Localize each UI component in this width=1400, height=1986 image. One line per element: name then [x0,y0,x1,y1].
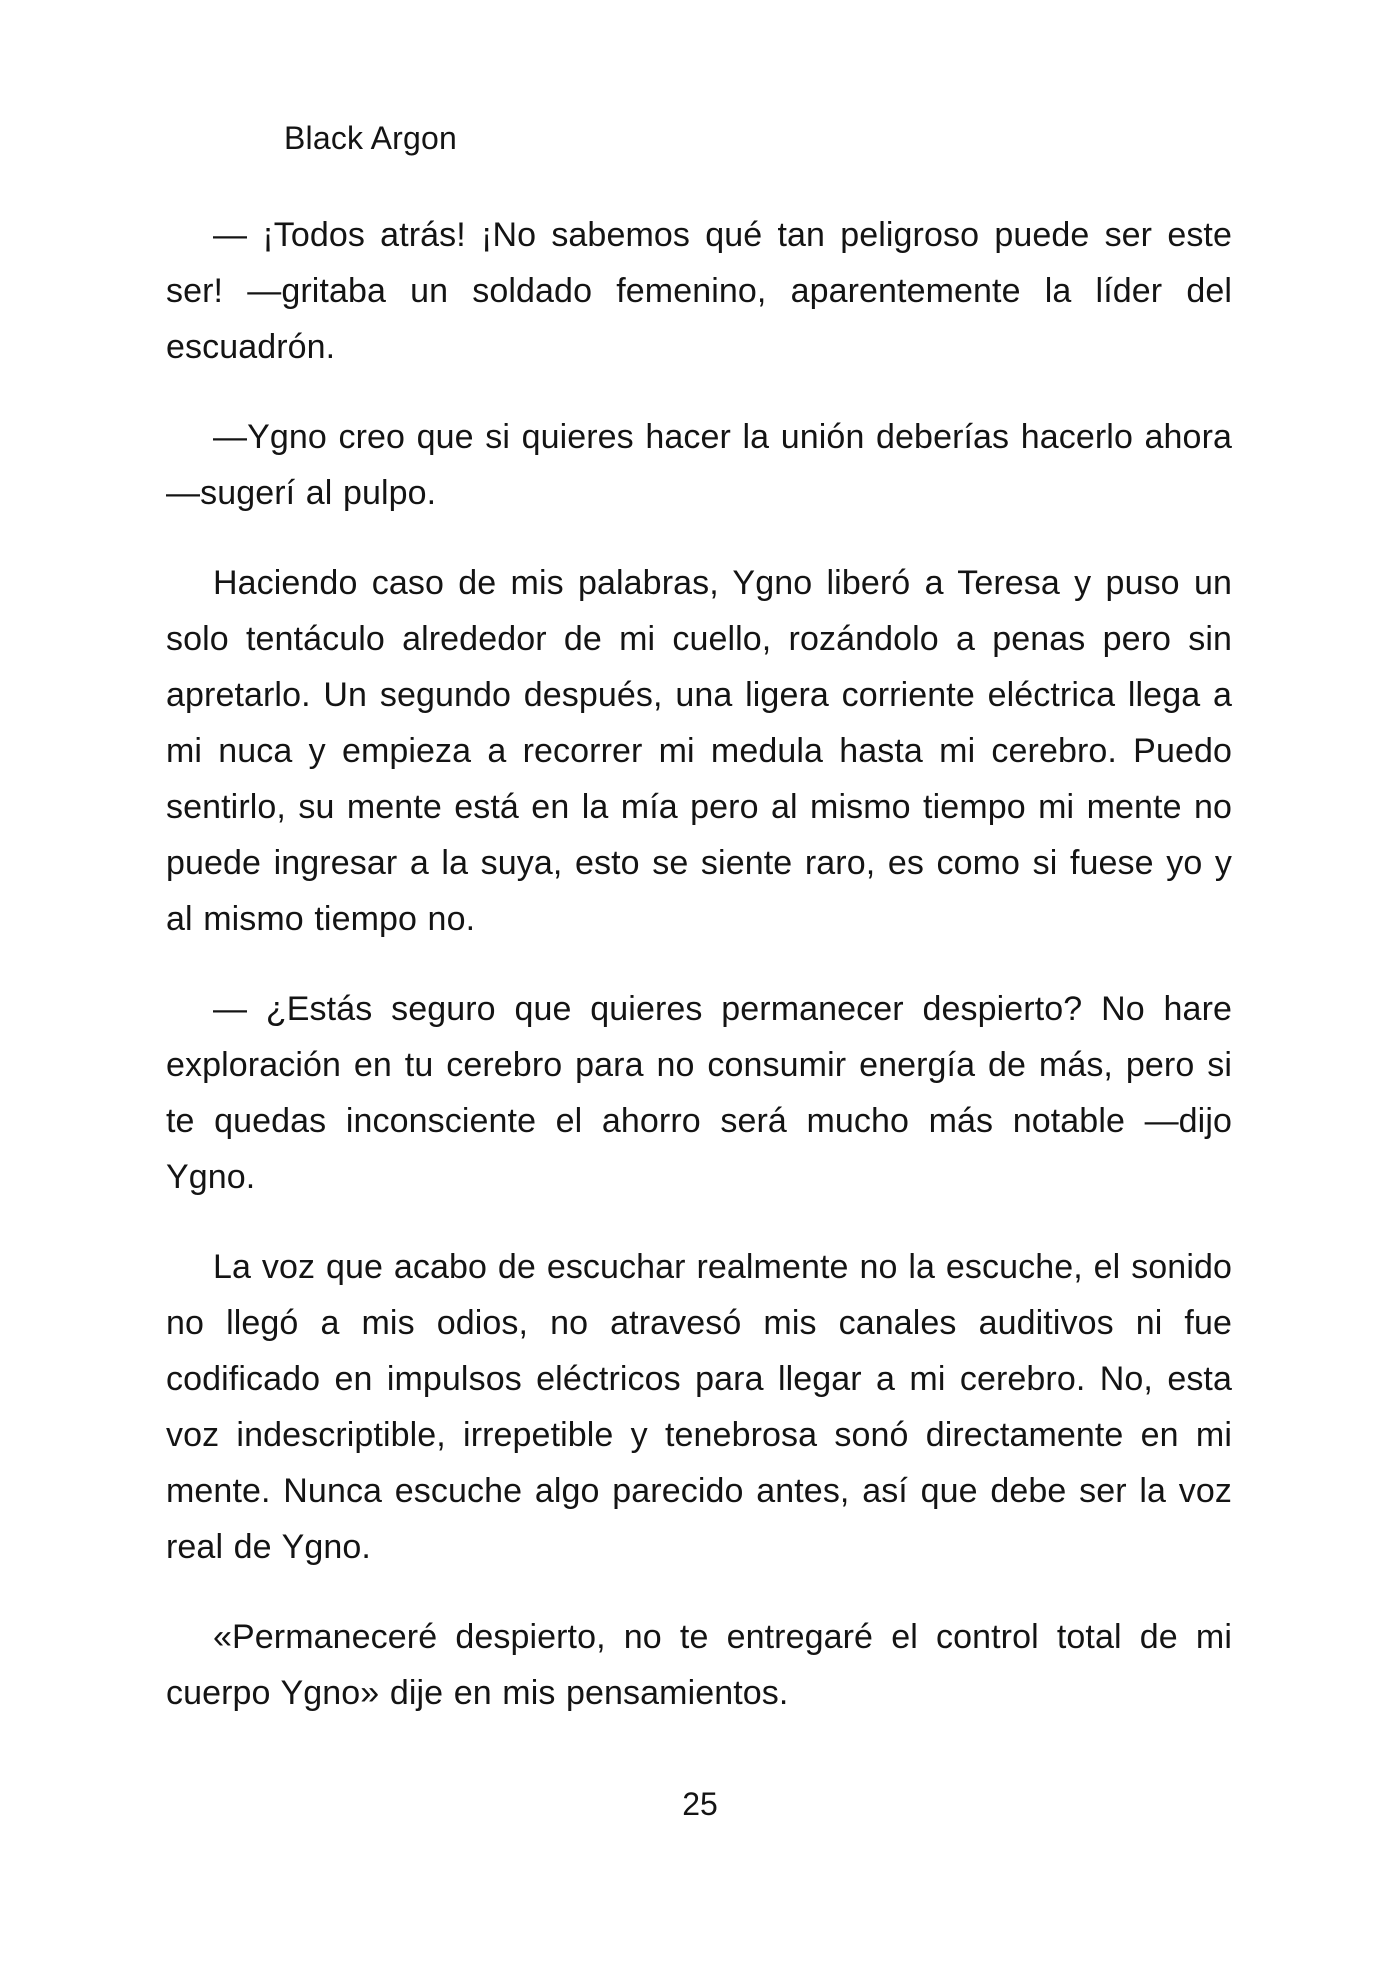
running-header: Black Argon [284,120,457,156]
paragraph-2: —Ygno creo que si quieres hacer la unión deberías hacerlo ahora —sugerí al pulpo. [166,418,1232,512]
paragraph-1: — ¡Todos atrás! ¡No sabemos qué tan peligroso puede ser este ser! —gritaba un soldado femenino, aparentemente la líder del escuadrón. [166,216,1232,366]
paragraph-5: La voz que acabo de escuchar realmente no la escuche, el sonido no llegó a mis odios, no atravesó mis canales auditivos ni fue codificado en impulsos eléctricos para llegar a mi cerebro. No, esta voz indescriptible, irrepetible y tenebrosa sonó directamente en mi mente. Nunca escuche algo parecido antes, así que debe ser la voz real de Ygno. [166,1248,1232,1566]
paragraph-3: Haciendo caso de mis palabras, Ygno liberó a Teresa y puso un solo tentáculo alrededor de mi cuello, rozándolo a penas pero sin apretarlo. Un segundo después, una ligera corriente eléctrica llega a mi nuca y empieza a recorrer mi medula hasta mi cerebro. Puedo sentirlo, su mente está en la mía pero al mismo tiempo mi mente no puede ingresar a la suya, esto se siente raro, es como si fuese yo y al mismo tiempo no. [166,564,1232,938]
paragraph-6: «Permaneceré despierto, no te entregaré el control total de mi cuerpo Ygno» dije en mis pensamientos. [166,1618,1232,1712]
paragraph-4: — ¿Estás seguro que quieres permanecer despierto? No hare exploración en tu cerebro para no consumir energía de más, pero si te quedas inconsciente el ahorro será mucho más notable —dijo Ygno. [166,990,1232,1196]
page-number: 25 [682,1786,718,1822]
body-text [166,207,1232,1721]
